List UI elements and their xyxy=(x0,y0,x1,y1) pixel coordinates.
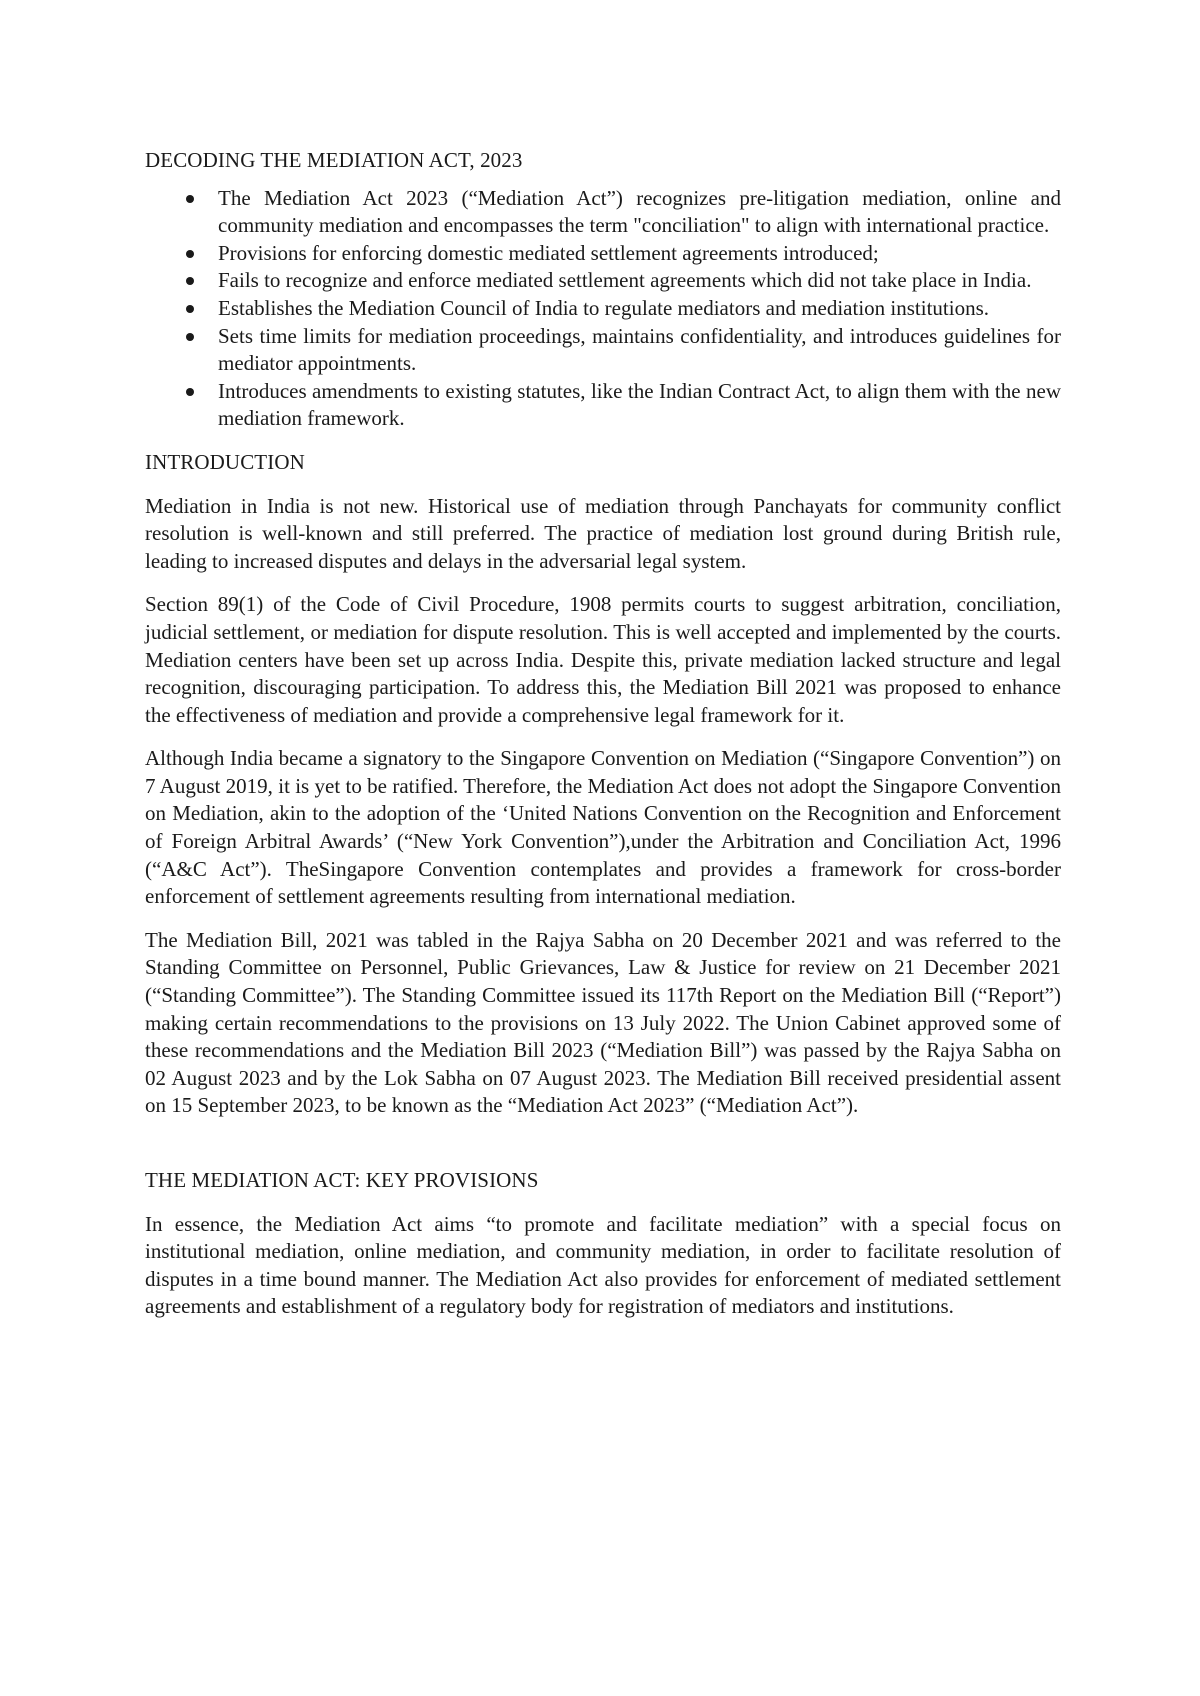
bullet-icon xyxy=(186,305,194,313)
bullet-text: Establishes the Mediation Council of India to regulate mediators and mediation institutions. xyxy=(218,295,990,320)
introduction-paragraph: Mediation in India is not new. Historical use of mediation through Panchayats for community conflict resolution is well-known and still preferred. The practice of mediation lost ground during British rule, leading to increased disputes and delays in the adversarial legal system. xyxy=(145,493,1061,573)
introduction-paragraph: Section 89(1) of the Code of Civil Procedure, 1908 permits courts to suggest arbitration, conciliation, judicial settlement, or mediation for dispute resolution. This is well accepted and implemented by the courts. Mediation centers have been set up across India. Despite this, private mediation lacked structure and legal recognition, discouraging participation. To address this, the Mediation Bill 2021 was proposed to enhance the effectiveness of mediation and provide a comprehensive legal framework for it. xyxy=(145,592,1061,727)
bullet-icon xyxy=(186,195,194,203)
bullet-icon xyxy=(186,250,194,258)
introduction-heading: INTRODUCTION xyxy=(145,449,305,474)
bullet-text: Fails to recognize and enforce mediated settlement agreements which did not take place in India. xyxy=(218,268,1032,293)
bullet-item xyxy=(145,295,1061,323)
bullet-item xyxy=(145,378,1061,433)
introduction-paragraph: Although India became a signatory to the Singapore Convention on Mediation (“Singapore Convention”) on 7 August 2019, it is yet to be ratified. Therefore, the Mediation Act does not adopt the Singapore Convention on Mediation, akin to the adoption of the ‘United Nations Convention on the Recognition and Enforcement of Foreign Arbitral Awards’ (“New York Convention”),under the Arbitration and Conciliation Act, 1996 (“A&C Act”). TheSingapore Convention contemplates and provides a framework for cross-border enforcement of settlement agreements resulting from international mediation. xyxy=(145,746,1061,909)
bullet-item xyxy=(145,267,1061,295)
document-page xyxy=(145,147,1061,1321)
document-title: DECODING THE MEDIATION ACT, 2023 xyxy=(145,148,523,172)
bullet-icon xyxy=(186,388,194,396)
bullet-text: The Mediation Act 2023 (“Mediation Act”) recognizes pre-litigation mediation, online and community mediation and encompasses the term "conciliation" to align with international practice. xyxy=(218,185,1061,238)
bullet-icon xyxy=(186,277,194,285)
bullet-item xyxy=(145,240,1061,268)
bullet-text: Provisions for enforcing domestic mediated settlement agreements introduced; xyxy=(218,240,879,265)
bullet-icon xyxy=(186,333,194,341)
bullet-text: Introduces amendments to existing statutes, like the Indian Contract Act, to align them with the new mediation framework. xyxy=(218,378,1061,431)
introduction-paragraph: The Mediation Bill, 2021 was tabled in the Rajya Sabha on 20 December 2021 and was referred to the Standing Committee on Personnel, Public Grievances, Law & Justice for review on 21 December 2021 (“Standing Committee”). The Standing Committee issued its 117th Report on the Mediation Bill (“Report”) making certain recommendations to the provisions on 13 July 2022. The Union Cabinet approved some of these recommendations and the Mediation Bill 2023 (“Mediation Bill”) was passed by the Rajya Sabha on 02 August 2023 and by the Lok Sabha on 07 August 2023. The Mediation Bill received presidential assent on 15 September 2023, to be known as the “Mediation Act 2023” (“Mediation Act”). xyxy=(145,927,1061,1118)
bullet-text: Sets time limits for mediation proceedings, maintains confidentiality, and introduces guidelines for mediator appointments. xyxy=(218,323,1061,376)
bullet-item xyxy=(145,185,1061,240)
key-provisions-paragraph: In essence, the Mediation Act aims “to promote and facilitate mediation” with a special focus on institutional mediation, online mediation, and community mediation, in order to facilitate resolution of disputes in a time bound manner. The Mediation Act also provides for enforcement of mediated settlement agreements and establishment of a regulatory body for registration of mediators and institutions. xyxy=(145,1211,1061,1319)
bullet-item xyxy=(145,323,1061,378)
summary-bullet-list xyxy=(145,185,1061,433)
key-provisions-heading: THE MEDIATION ACT: KEY PROVISIONS xyxy=(145,1168,539,1192)
